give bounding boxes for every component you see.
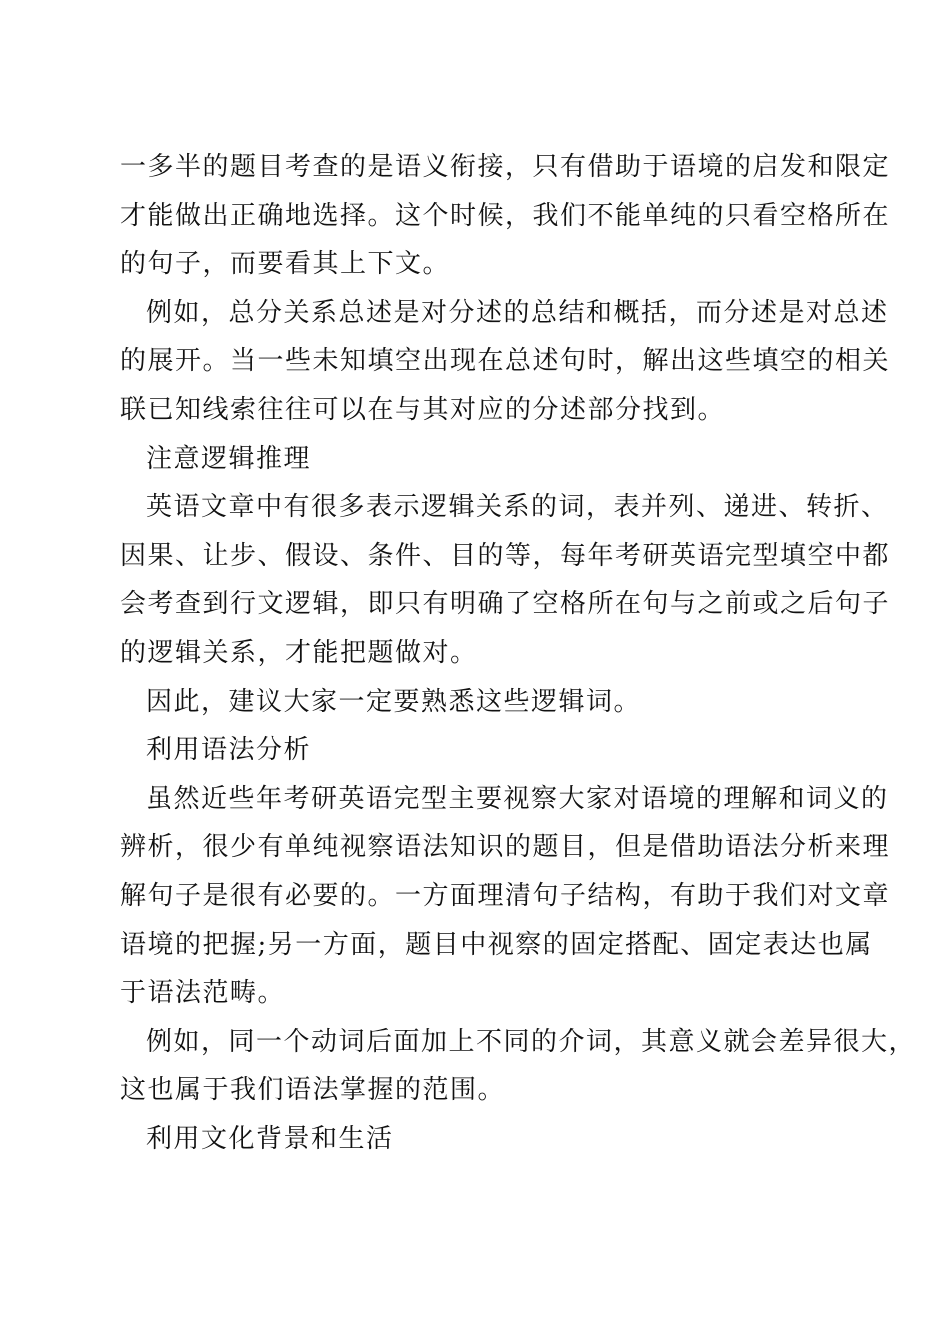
- body-line: 因果、让步、假设、条件、目的等，每年考研英语完型填空中都: [120, 540, 891, 571]
- body-line: 辨析，很少有单纯视察语法知识的题目，但是借助语法分析来理: [120, 832, 891, 863]
- paragraph-first-line: 英语文章中有很多表示逻辑关系的词，表并列、递进、转折、: [146, 492, 889, 523]
- body-line: 这也属于我们语法掌握的范围。: [120, 1075, 506, 1106]
- paragraph-first-line: 例如，总分关系总述是对分述的总结和概括，而分述是对总述: [146, 297, 889, 328]
- section-heading: 注意逻辑推理: [146, 443, 312, 474]
- section-heading: 利用语法分析: [146, 735, 312, 766]
- body-line: 解句子是很有必要的。一方面理清句子结构，有助于我们对文章: [120, 880, 891, 911]
- document-body: [120, 143, 917, 1163]
- section-heading: 利用文化背景和生活: [146, 1123, 394, 1154]
- body-line: 的句子，而要看其上下文。: [120, 249, 451, 280]
- body-line: 会考查到行文逻辑，即只有明确了空格所在句与之前或之后句子: [120, 589, 891, 620]
- paragraph-first-line: 因此，建议大家一定要熟悉这些逻辑词。: [146, 686, 642, 717]
- body-line: 一多半的题目考查的是语义衔接，只有借助于语境的启发和限定: [120, 152, 891, 182]
- body-line: 语境的把握;另一方面，题目中视察的固定搭配、固定表达也属: [120, 929, 873, 960]
- paragraph-first-line: 虽然近些年考研英语完型主要视察大家对语境的理解和词义的: [146, 783, 889, 814]
- body-line: 的展开。当一些未知填空出现在总述句时，解出这些填空的相关: [120, 346, 891, 377]
- body-line: 于语法范畴。: [120, 978, 286, 1009]
- paragraph-first-line: 例如，同一个动词后面加上不同的介词，其意义就会差异很大，: [146, 1026, 917, 1057]
- body-line: 才能做出正确地选择。这个时候，我们不能单纯的只看空格所在: [120, 200, 891, 231]
- body-line: 联已知线索往往可以在与其对应的分述部分找到。: [120, 394, 726, 425]
- body-line: 的逻辑关系，才能把题做对。: [120, 637, 478, 668]
